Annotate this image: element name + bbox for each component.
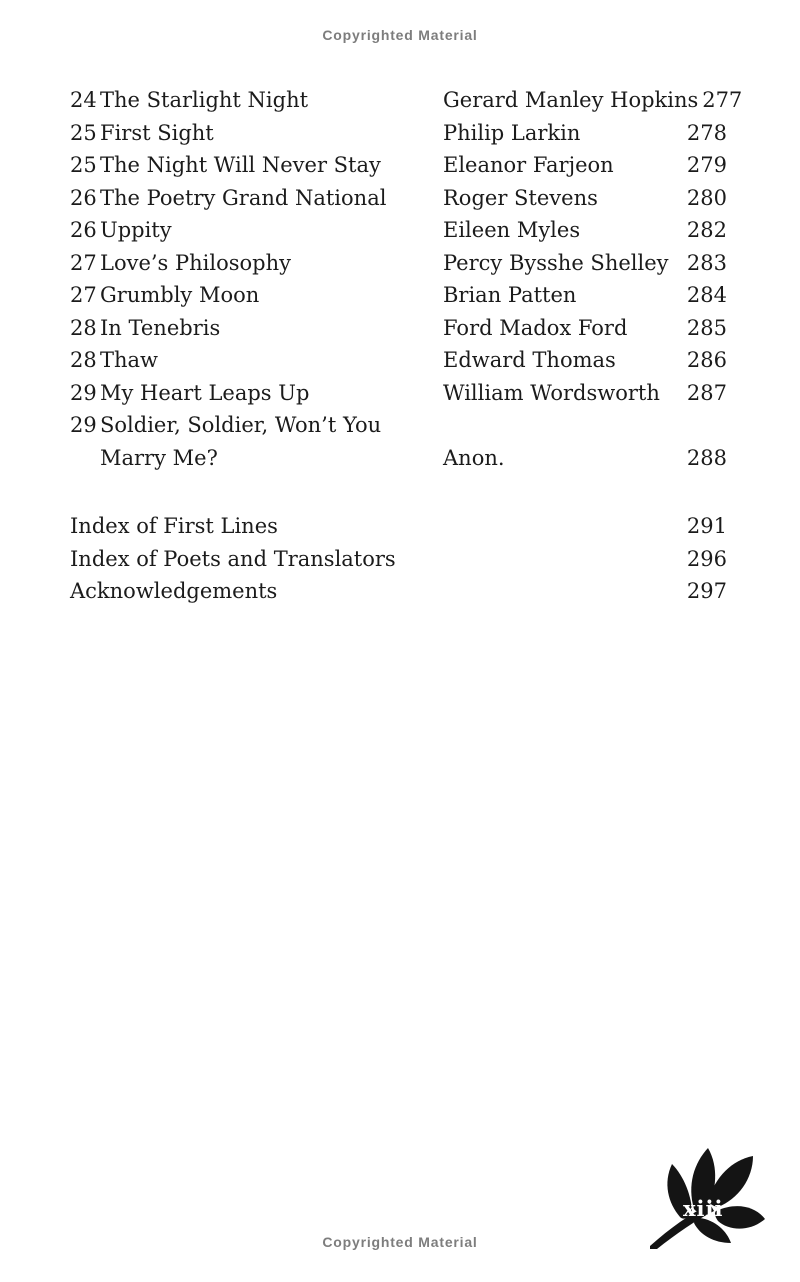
toc-author: Percy Bysshe Shelley (443, 250, 669, 275)
toc-title: In Tenebris (100, 315, 221, 340)
toc-page-number: 287 (686, 380, 727, 405)
toc-author: Eileen Myles (443, 218, 581, 242)
toc-entry (70, 344, 727, 377)
back-matter-section (70, 510, 727, 608)
toc-entry (70, 84, 743, 117)
toc-entry (70, 409, 727, 442)
toc-page-number: 285 (686, 315, 727, 340)
toc-title: The Starlight Night (100, 88, 309, 112)
toc-author: Ford Madox Ford (443, 315, 628, 340)
back-matter-page-number: 297 (686, 579, 727, 603)
toc-day: 26 (70, 185, 97, 210)
toc-page-number: 284 (686, 283, 727, 307)
toc-entry (70, 312, 727, 345)
toc-day: 29 (70, 380, 97, 405)
copyright-notice-top: Copyrighted Material (322, 27, 478, 43)
toc-page-number: 288 (686, 445, 727, 470)
toc-day: 25 (70, 153, 97, 177)
toc-page-number: 280 (686, 185, 727, 210)
toc-page-number: 279 (686, 153, 727, 177)
back-matter-entry (70, 543, 727, 576)
toc-title: The Poetry Grand National (100, 185, 387, 210)
toc-day: 25 (70, 120, 97, 145)
toc-title: My Heart Leaps Up (100, 380, 310, 405)
back-matter-page-number: 291 (686, 514, 727, 538)
toc-title: Uppity (100, 218, 172, 242)
toc-author: Gerard Manley Hopkins (443, 88, 699, 112)
toc-page-number: 278 (686, 120, 727, 145)
back-matter-entry (70, 575, 727, 608)
toc-page-number: 286 (686, 348, 727, 372)
page-number: xiii (683, 1196, 724, 1221)
toc-day: 29 (70, 413, 97, 437)
toc-title: Thaw (100, 348, 159, 372)
toc-author: Philip Larkin (443, 120, 581, 145)
toc-page-number: 282 (686, 218, 727, 242)
copyright-notice-bottom: Copyrighted Material (322, 1234, 478, 1250)
toc-day: 27 (70, 283, 97, 307)
toc-title-line1: Soldier, Soldier, Won’t You (100, 413, 382, 437)
toc-day: 26 (70, 218, 97, 242)
toc-entry (70, 247, 727, 280)
toc-day: 24 (70, 88, 97, 112)
table-of-contents (70, 84, 743, 608)
toc-entry (70, 149, 727, 182)
toc-entry (70, 117, 727, 150)
toc-author: Edward Thomas (443, 348, 616, 372)
back-matter-title: Acknowledgements (70, 579, 278, 603)
toc-author: Brian Patten (443, 283, 577, 307)
toc-author: Eleanor Farjeon (443, 153, 614, 177)
toc-title: The Night Will Never Stay (100, 153, 381, 177)
toc-entry (70, 279, 727, 312)
toc-page-number: 277 (702, 88, 743, 112)
toc-day: 27 (70, 250, 97, 275)
toc-entry (70, 214, 727, 247)
toc-entry (70, 377, 727, 410)
toc-entry (70, 182, 727, 215)
toc-day: 28 (70, 348, 97, 372)
toc-page-number: 283 (686, 250, 727, 275)
toc-day: 28 (70, 315, 97, 340)
toc-title: Grumbly Moon (100, 283, 260, 307)
back-matter-page-number: 296 (686, 546, 727, 571)
toc-title: Love’s Philosophy (100, 250, 291, 275)
toc-author: Roger Stevens (443, 185, 598, 210)
back-matter-title: Index of First Lines (70, 514, 278, 538)
toc-title-line2: Marry Me? (100, 445, 218, 470)
toc-author: William Wordsworth (443, 380, 660, 405)
back-matter-title: Index of Poets and Translators (70, 546, 396, 571)
toc-title: First Sight (100, 120, 214, 145)
toc-entry-continuation (70, 442, 727, 475)
back-matter-entry (70, 510, 727, 543)
toc-author: Anon. (443, 445, 505, 470)
